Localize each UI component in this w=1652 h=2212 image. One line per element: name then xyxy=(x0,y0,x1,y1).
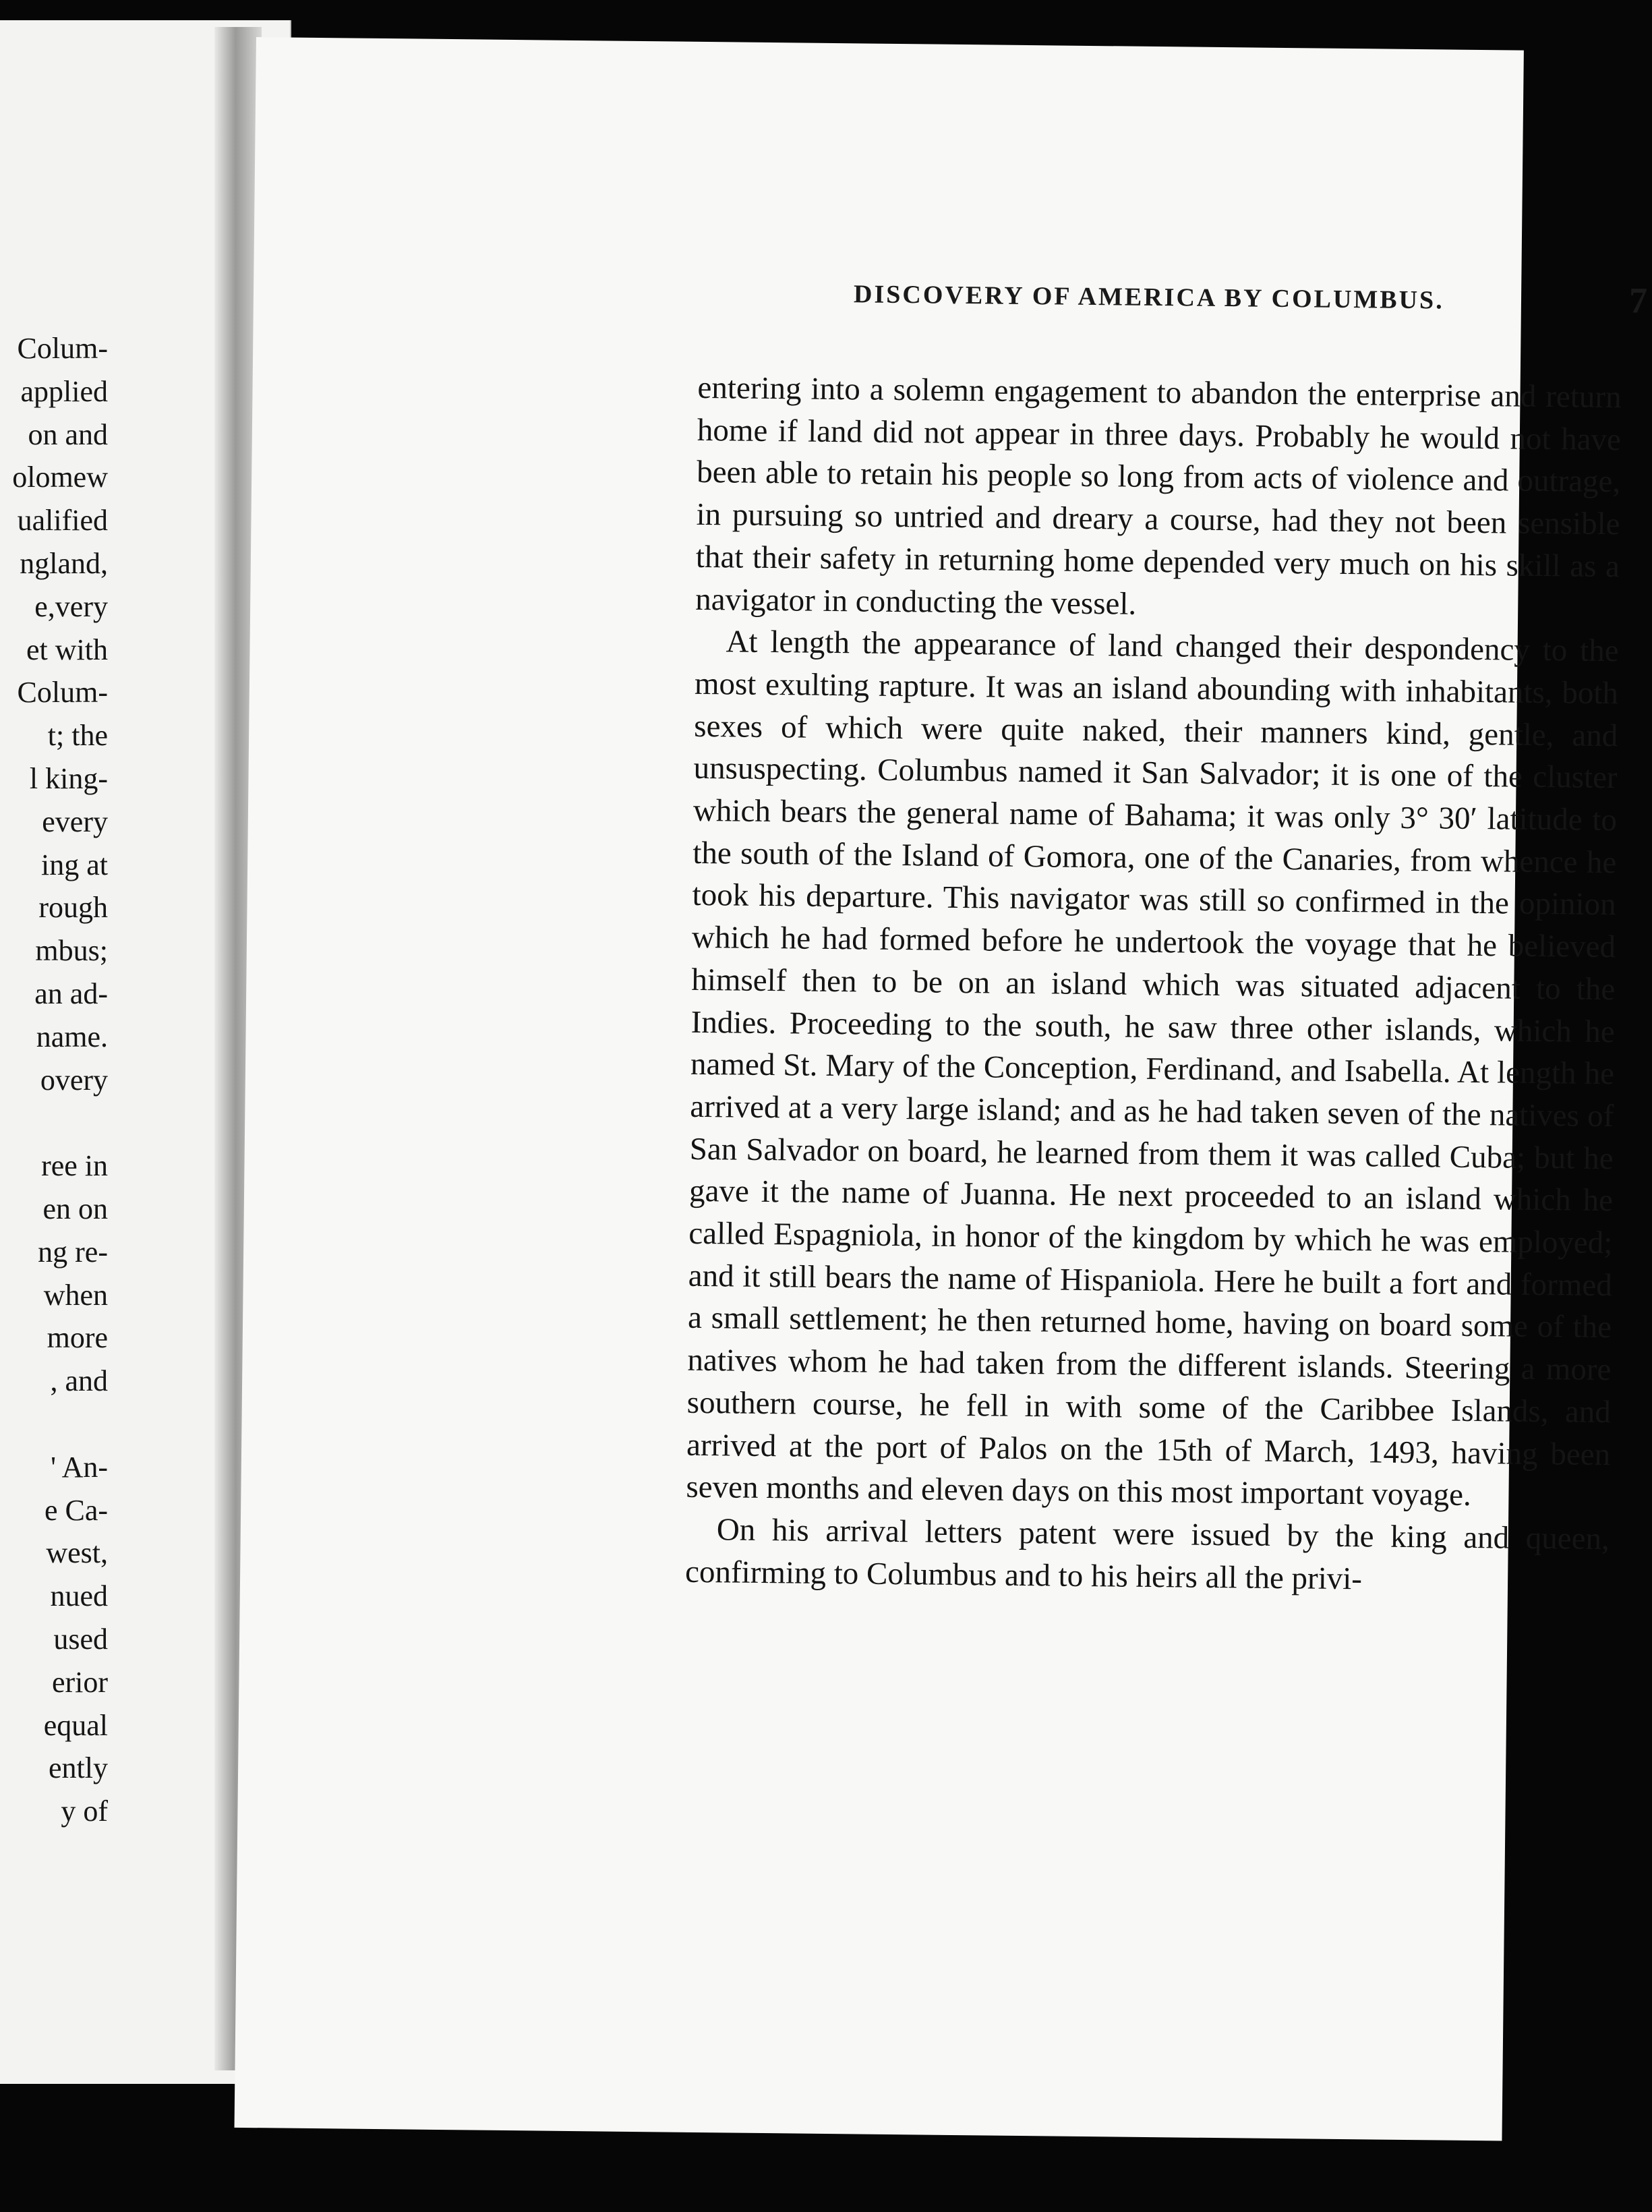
left-fragment-line: name. xyxy=(36,1020,108,1053)
left-fragment-line: e Ca- xyxy=(44,1493,108,1527)
page-number: 7 xyxy=(1628,280,1650,321)
left-fragment-line: ' An- xyxy=(51,1450,108,1484)
left-page-text-fragments xyxy=(0,327,108,1833)
left-fragment-line: e,very xyxy=(34,589,108,623)
left-fragment-line: ng re- xyxy=(38,1235,108,1269)
left-fragment-line: y of xyxy=(61,1795,108,1828)
left-fragment-line: ualified xyxy=(17,504,108,537)
left-fragment-line: on and xyxy=(28,417,108,451)
left-fragment-line: more xyxy=(47,1321,108,1355)
left-fragment-line: west, xyxy=(46,1536,108,1570)
left-fragment-line: ing at xyxy=(41,848,108,881)
left-fragment-line: ree in xyxy=(41,1149,108,1183)
left-fragment-line: every xyxy=(42,805,108,838)
left-fragment-line xyxy=(0,1403,108,1446)
left-fragment-line: rough xyxy=(38,891,108,925)
right-page xyxy=(235,37,1650,2141)
left-fragment-line: ently xyxy=(49,1751,108,1785)
left-fragment-line: nued xyxy=(50,1579,108,1613)
left-fragment-line xyxy=(0,1101,108,1144)
left-fragment-line: l king- xyxy=(29,761,108,795)
running-title: DISCOVERY OF AMERICA BY COLUMBUS. xyxy=(853,280,1444,315)
left-fragment-line: Colum- xyxy=(17,676,108,709)
left-fragment-line: en on xyxy=(42,1192,108,1225)
left-fragment-line: olomew xyxy=(12,461,108,494)
paragraph: On his arrival letters patent were issued by the king and queen, confirming to Columbus and to his heirs all the privi- xyxy=(684,1512,1610,1596)
left-fragment-line: Colum- xyxy=(17,332,108,365)
left-fragment-line: applied xyxy=(20,374,108,408)
left-fragment-line: erior xyxy=(51,1665,108,1699)
left-fragment-line: equal xyxy=(43,1708,108,1742)
running-header xyxy=(597,270,1650,328)
left-fragment-line: mbus; xyxy=(35,934,108,968)
left-fragment-line: an ad- xyxy=(34,977,108,1010)
left-fragment-line: when xyxy=(43,1278,108,1312)
paragraph: entering into a solemn engagement to abandon the enterprise and return home if land did not appear in three days. Probably he would not have been able to retain his people so long from acts of violence and outrage, in pursuing so untried and dreary a course, had they not been sensible that their safety in returning home depended very much on his skill as a navigator in conducting the vessel. xyxy=(695,370,1622,622)
body-text xyxy=(685,367,1622,1603)
left-fragment-line: t; the xyxy=(47,719,108,753)
left-fragment-line: , and xyxy=(50,1364,108,1398)
paragraph: At length the appearance of land changed their despondency to the most exulting rapture. It was an island abounding with inhabitants, both sexes of which were quite naked, their manners kind, gentle, and unsuspecting. Columbus named it San Salvador; it is one of the cluster which bears the general name of Bahama; it was only 3° 30′ latitude to the south of the Island of Gomora, one of the Canaries, from whence he took his departure. This navigator was still so confirmed in the opinion which he had formed before he undertook the voyage that he believed himself then to be on an island which was situated adjacent to the Indies. Proceeding to the south, he saw three other islands, which he named St. Mary of the Conception, Ferdinand, and Isabella. At length he arrived at a very large island; and as he had taken seven of the natives of San Salvador on board, he learned from them it was called Cuba; but he gave it the name of Juanna. He next proceeded to an island which he called Espagniola, in honor of the kingdom by which he was employed; and it still bears the name of Hispaniola. Here he built a fort and formed a small settlement; he then returned home, having on board some of the natives whom he had taken from the different islands. Steering a more southern course, he fell in with some of the Caribbee Islands, and arrived at the port of Palos on the 15th of March, 1493, having been seven months and eleven days on this most important voyage. xyxy=(686,624,1619,1513)
left-fragment-line: used xyxy=(53,1622,108,1656)
left-fragment-line: overy xyxy=(40,1063,108,1097)
left-fragment-line: ngland, xyxy=(20,546,108,580)
left-fragment-line: et with xyxy=(26,633,108,666)
